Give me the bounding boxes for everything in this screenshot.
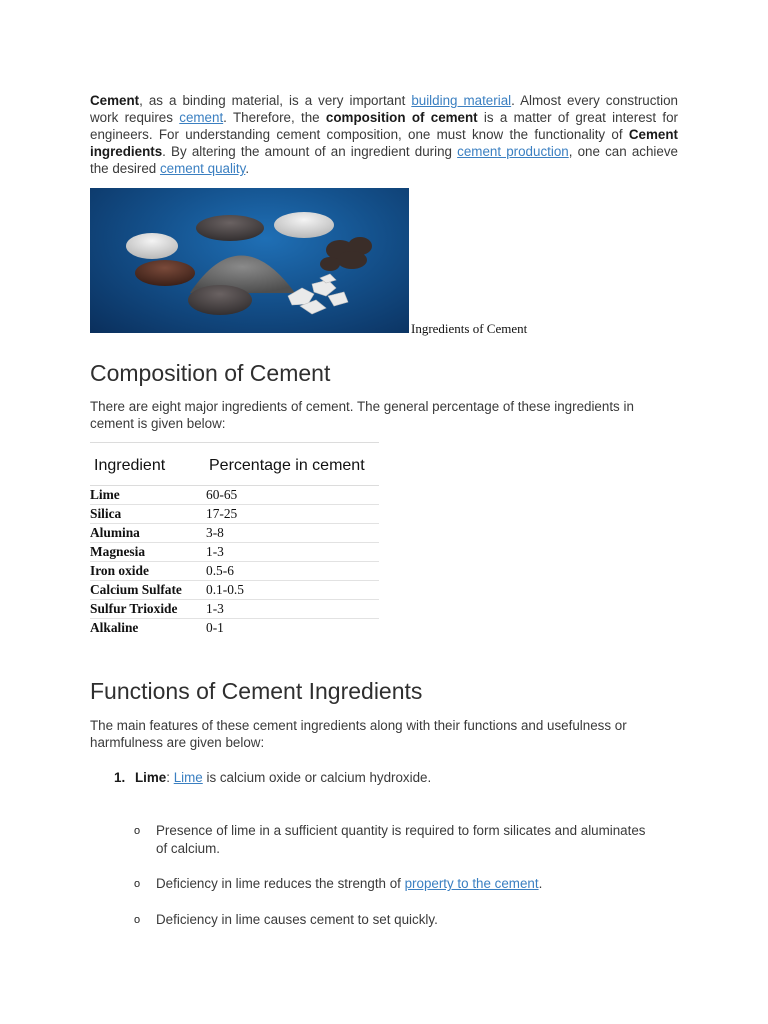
figure — [90, 188, 678, 336]
intro-text: . By altering the amount of an ingredient during — [162, 144, 458, 159]
bullet-text: Deficiency in lime causes cement to set quickly. — [156, 912, 438, 927]
grey-powder-pile — [188, 285, 252, 315]
cell-percentage: 60-65 — [205, 486, 379, 505]
cell-ingredient: Iron oxide — [90, 562, 205, 581]
table-row — [90, 619, 379, 638]
intro-text: , one can achieve the desired — [90, 144, 678, 176]
brown-powder-pile — [135, 260, 195, 286]
composition-paragraph: There are eight major ingredients of cement. The general percentage of these ingredients in cement is given below: — [90, 399, 634, 431]
bullet-text — [156, 876, 542, 891]
link-cement[interactable]: cement — [179, 110, 224, 125]
white-powder-pile — [274, 212, 334, 238]
bullet-text: Presence of lime in a sufficient quantity is required to form silicates and aluminates of calcium. — [156, 823, 646, 856]
cell-ingredient: Alkaline — [90, 620, 139, 635]
composition-table — [90, 442, 379, 637]
item-number: 1. — [114, 770, 126, 785]
bold-ingredients: Cement ingredients — [90, 127, 678, 159]
header-percentage: Percentage in cement — [205, 443, 379, 486]
item-sep: : — [166, 770, 174, 785]
cell-ingredient: Sulfur Trioxide — [90, 600, 205, 619]
cement-ingredients-photo — [90, 188, 409, 333]
cell-percentage: 0.5-6 — [205, 562, 379, 581]
cell-ingredient: Alumina — [90, 524, 205, 543]
white-chunks — [288, 274, 348, 314]
intro-text: . Therefore, the — [223, 110, 326, 125]
cell-percentage: 0.1-0.5 — [205, 581, 379, 600]
table-header-row — [90, 443, 379, 486]
photo-illustration — [90, 188, 409, 333]
intro-text: . — [245, 161, 250, 176]
light-powder-pile — [126, 233, 178, 259]
heading-functions: Functions of Cement Ingredients — [90, 678, 423, 704]
link-property-to-the-cement[interactable]: property to the cement — [404, 876, 539, 891]
bullet-marker: o — [134, 878, 141, 890]
cell-percentage: 3-8 — [205, 524, 379, 543]
cell-ingredient: Lime — [90, 486, 205, 505]
article — [90, 92, 679, 927]
cell-percentage: 1-3 — [205, 543, 379, 562]
bold-composition: composition of cement — [325, 110, 478, 125]
bullet-marker: o — [134, 914, 141, 926]
item-text — [135, 770, 675, 785]
dark-lumps — [320, 237, 372, 271]
cell-percentage: 17-25 — [205, 505, 379, 524]
header-ingredient: Ingredient — [90, 443, 205, 486]
cell-ingredient: Magnesia — [90, 543, 205, 562]
functions-paragraph: The main features of these cement ingredients along with their functions and usefulness or harmfulness are given below: — [90, 718, 627, 750]
item-term: Lime — [135, 770, 167, 785]
link-lime[interactable]: Lime — [173, 770, 203, 785]
bullet-item — [134, 822, 646, 858]
bullet-text-post: . — [538, 876, 543, 891]
bullet-item — [134, 875, 646, 893]
table-row — [90, 581, 379, 600]
cell-percentage: 0-1 — [206, 620, 224, 635]
table-row — [90, 524, 379, 543]
cell-ingredient: Calcium Sulfate — [90, 581, 205, 600]
link-cement-production[interactable]: cement production — [457, 144, 569, 159]
intro-text: is a matter of great interest for engineers. For understanding cement composition, one must know the functionality of — [90, 110, 678, 142]
intro-text: . Almost every construction work requires — [90, 93, 679, 125]
cell-ingredient: Silica — [90, 505, 205, 524]
cell-percentage: 1-3 — [205, 600, 379, 619]
link-cement-quality[interactable]: cement quality — [159, 161, 246, 176]
item-rest: is calcium oxide or calcium hydroxide. — [202, 770, 432, 785]
bullet-marker: o — [134, 825, 141, 837]
intro-paragraph — [90, 92, 678, 177]
table-row — [90, 600, 379, 619]
table-row — [90, 543, 379, 562]
bullet-text-pre: Deficiency in lime reduces the strength of — [156, 876, 405, 891]
table-row — [90, 486, 379, 505]
table-row — [90, 562, 379, 581]
dark-powder-pile — [196, 215, 264, 241]
link-building-material[interactable]: building material — [411, 93, 512, 108]
table-row — [90, 505, 379, 524]
figure-caption: Ingredients of Cement — [411, 321, 528, 336]
bullet-item — [134, 911, 646, 929]
heading-composition: Composition of Cement — [90, 360, 331, 386]
intro-text: , as a binding material, is a very important — [139, 93, 412, 108]
bold-cement: Cement — [90, 93, 140, 108]
